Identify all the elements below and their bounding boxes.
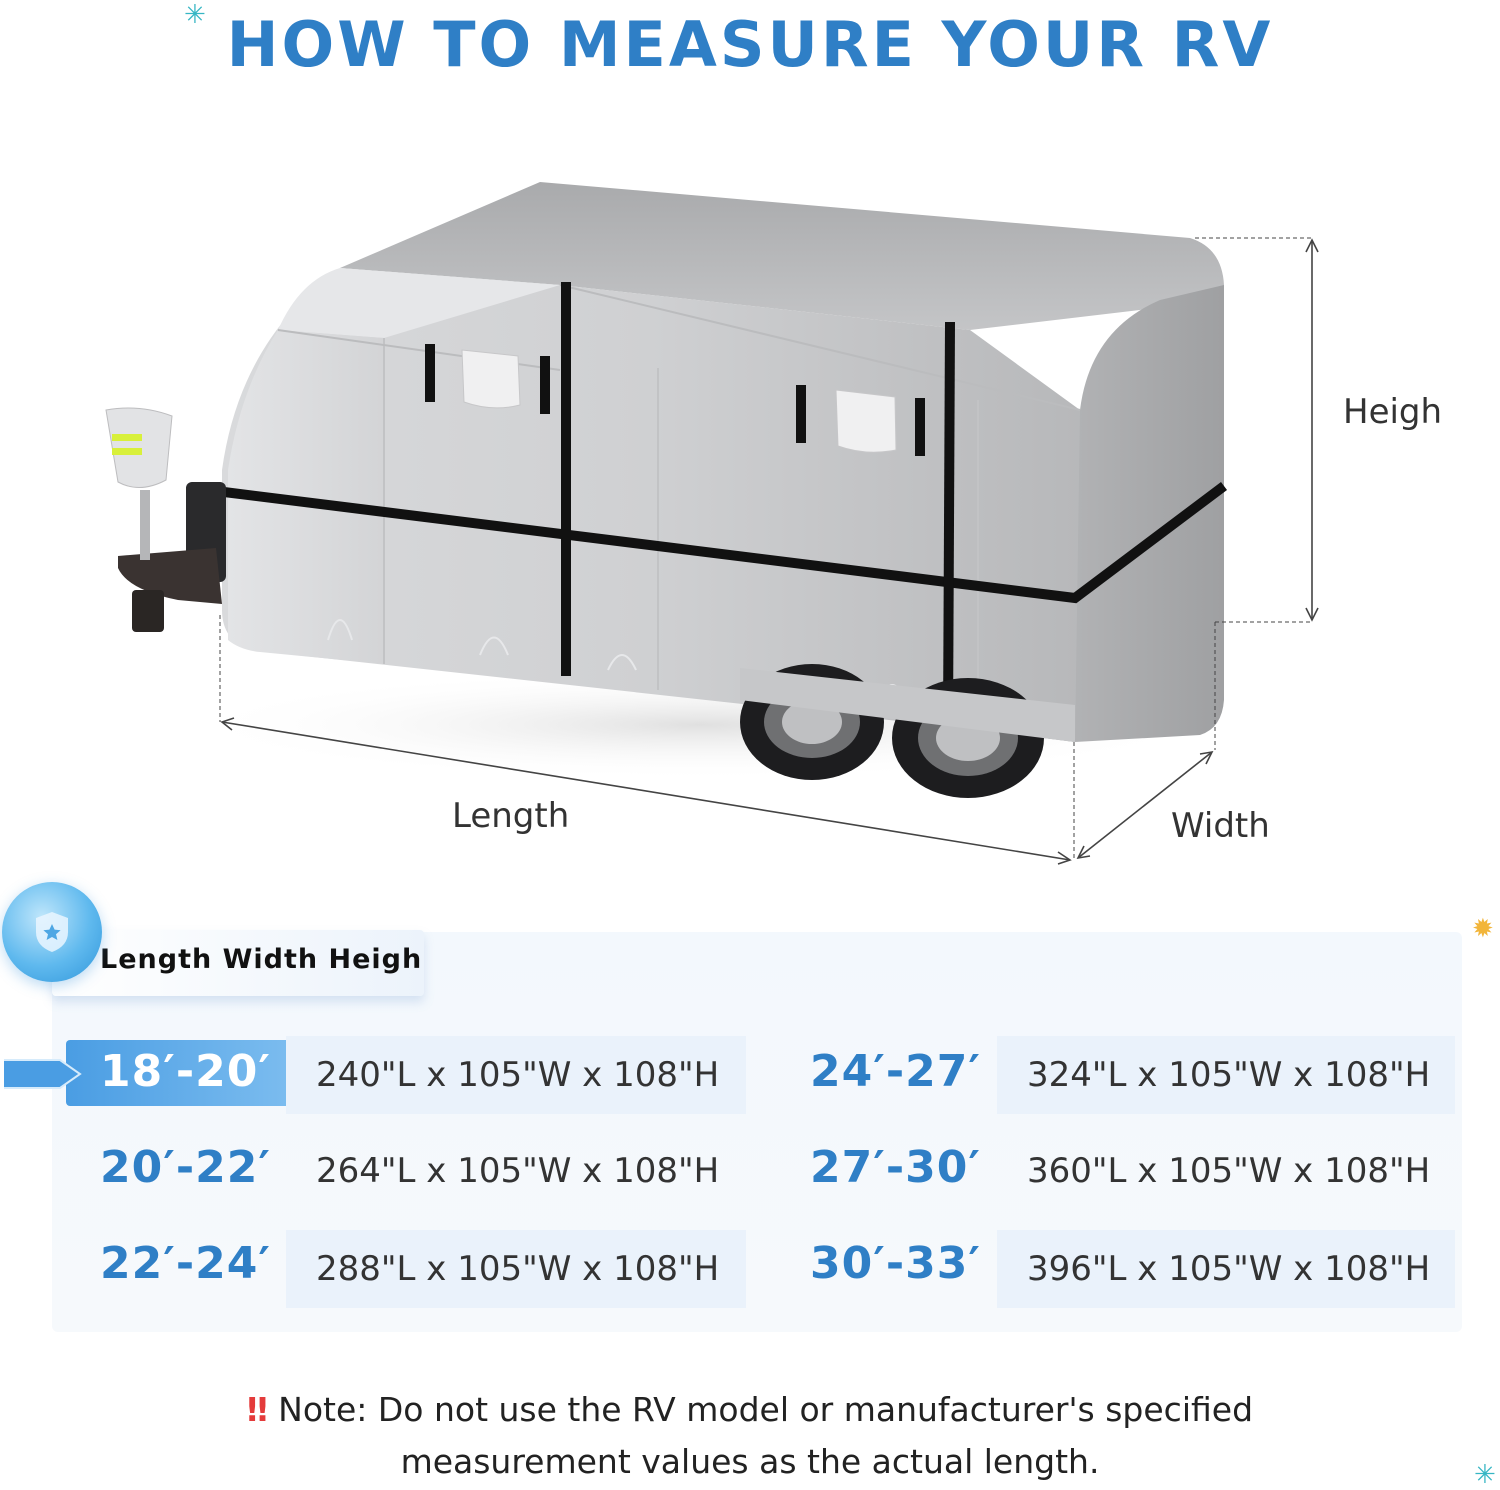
width-label: Width bbox=[1171, 806, 1270, 846]
dims-cell-row2: 264"L x 105"W x 108"H bbox=[316, 1151, 720, 1191]
height-label: Heigh bbox=[1343, 392, 1443, 432]
sun-icon: ✹ bbox=[1472, 914, 1494, 944]
length-label: Length bbox=[452, 796, 570, 836]
trailer-hitch bbox=[106, 408, 226, 632]
size-label-row1: 18′-20′ bbox=[100, 1046, 271, 1097]
badge-label: Length Width Heigh bbox=[100, 944, 423, 975]
dims-cell-row6: 396"L x 105"W x 108"H bbox=[997, 1230, 1455, 1308]
shield-star-icon bbox=[2, 882, 102, 982]
dims-cell-row4: 324"L x 105"W x 108"H bbox=[997, 1036, 1455, 1114]
double-exclamation-icon: ‼ bbox=[246, 1390, 268, 1429]
size-label-row3: 22′-24′ bbox=[100, 1238, 271, 1289]
page-title: HOW TO MEASURE YOUR RV bbox=[226, 8, 1274, 81]
note-text-1: Note: Do not use the RV model or manufacturer's specified bbox=[278, 1390, 1254, 1429]
size-label-row2: 20′-22′ bbox=[100, 1142, 271, 1193]
dims-cell-row5: 360"L x 105"W x 108"H bbox=[1027, 1151, 1431, 1191]
sparkle-icon: ✳ bbox=[1474, 1460, 1496, 1490]
note-line-2: measurement values as the actual length. bbox=[400, 1442, 1100, 1481]
dims-cell-row1: 240"L x 105"W x 108"H bbox=[286, 1036, 746, 1114]
note-line-1 bbox=[0, 1390, 1500, 1429]
dims-cell-row3: 288"L x 105"W x 108"H bbox=[286, 1230, 746, 1308]
vertical-strap bbox=[948, 322, 950, 725]
sparkle-icon: ✳ bbox=[184, 0, 206, 30]
size-label-row6: 30′-33′ bbox=[810, 1238, 981, 1289]
arrow-marker-icon bbox=[2, 1052, 86, 1096]
size-label-row4: 24′-27′ bbox=[810, 1046, 981, 1097]
size-label-row5: 27′-30′ bbox=[810, 1142, 981, 1193]
